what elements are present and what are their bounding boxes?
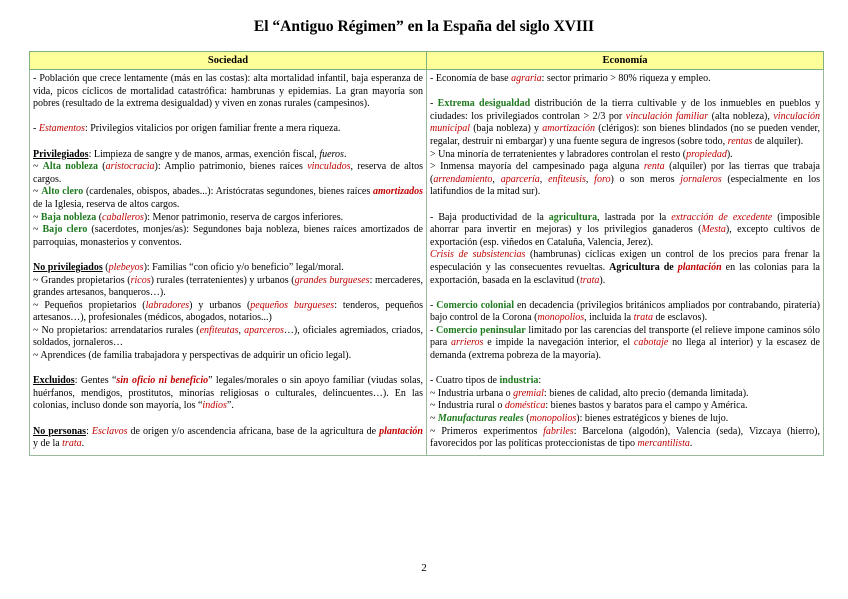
text-run: Baja nobleza [40, 211, 97, 223]
text-run: trata [579, 274, 600, 286]
text-run: foro [594, 173, 611, 185]
text-run: Cuatro tipos de [435, 375, 500, 387]
page-title: El “Antiguo Régimen” en la España del siglo XVIII [253, 18, 595, 35]
text-run: : Limpieza de sangre y de manos, armas, exención fiscal, [88, 148, 320, 160]
text-run: No propietarios [41, 324, 105, 336]
text-run: ~ [33, 274, 41, 286]
text-run: : Gentes “ [74, 375, 117, 387]
text-run: , [539, 173, 549, 185]
text-run: escasez de demanda [430, 337, 820, 362]
economia-desigualdad [430, 98, 820, 199]
text-run: ricos [130, 274, 151, 286]
text-run: carencias del transporte [594, 324, 689, 336]
text-run: ), excepto [725, 224, 774, 236]
text-run: ) y urbanos ( [189, 299, 251, 311]
text-run: > 2/3 [583, 110, 606, 122]
text-run: industria [499, 375, 539, 387]
text-run: Aprendices [40, 350, 86, 362]
text-run: > Inmensa mayoría del campesinado paga alguna [430, 161, 644, 173]
text-run: ( [124, 274, 131, 286]
text-run: ). [726, 148, 733, 160]
text-run: jornaleros [680, 173, 722, 185]
text-run: sin oficio ni beneficio [116, 375, 209, 387]
text-run: (esp. viñedos en Cataluña, Valencia, Jerez). [477, 236, 654, 248]
text-run: de mortalidad catastrófica: [112, 85, 232, 97]
text-run: origen familiar [191, 123, 251, 135]
text-run: gremial [513, 387, 544, 399]
sociedad-poblacion [33, 73, 423, 111]
text-run: : bienes bastos y baratos para el campo y América. [545, 400, 748, 412]
text-run: ~ [33, 161, 43, 173]
text-run: de origen y/o ascendencia africana, base de la agricultura de [127, 425, 380, 437]
page-number: 2 [421, 562, 427, 574]
text-run: …), oficiales agremiados, criados, soldados, jornaleros… [33, 324, 423, 349]
text-run: trata [633, 312, 654, 324]
text-run: Grandes propietarios [41, 274, 125, 286]
text-run: renta [643, 161, 665, 173]
text-run: Extrema desigualdad [437, 98, 531, 110]
text-run: riqueza y empleo. [636, 73, 711, 84]
text-run: No personas [33, 425, 87, 437]
text-run: (de familia trabajadora y perspectivas de adquirir un oficio legal). [85, 350, 352, 362]
sociedad-estamentos [33, 123, 423, 136]
text-run: Bajo clero [42, 224, 88, 236]
text-run: ~ [33, 299, 45, 311]
text-run: : [86, 425, 92, 437]
text-run: ~ [430, 413, 438, 425]
text-run: enfiteutas [199, 324, 239, 336]
column-header-sociedad: Sociedad [30, 52, 427, 70]
text-run: , [492, 173, 501, 185]
text-run: crece lentamente [99, 73, 168, 84]
text-run: Privilegiados [33, 148, 89, 160]
text-run: - [430, 98, 438, 110]
text-run: : tenderos, pequeños artesanos…), [33, 299, 423, 324]
text-run: Agricultura de plantación [609, 261, 722, 273]
text-run: ~ [33, 224, 43, 236]
text-run: blindados [688, 123, 728, 135]
text-run: Manufacturas reales [437, 413, 524, 425]
text-run: ): Familias “con oficio y/o beneficio” legal/moral. [143, 261, 344, 273]
text-run: Mesta [701, 224, 726, 236]
text-run: hambrunas [231, 85, 275, 97]
text-run: . [343, 148, 347, 160]
text-run: (especialmente en los latifundios de la mitad sur). [430, 173, 821, 198]
text-run: : [538, 375, 542, 387]
text-run: ): Menor patrimonio, reserva de cargos inferiores. [143, 211, 344, 223]
text-run: distribución de la tierra cultivable y de los inmuebles en pueblos y ciudades: los privilegiados controlan [430, 98, 820, 122]
text-run: (campesinos). [311, 98, 370, 110]
text-run: de alquiler). [752, 135, 804, 147]
text-run: , [238, 324, 245, 336]
text-run: vinculación municipal [430, 110, 821, 135]
text-run: ) o son meros [610, 173, 681, 185]
text-run: Comercio peninsular [436, 324, 526, 336]
text-run: amortizados [360, 224, 410, 236]
text-run: fabriles [543, 425, 574, 437]
text-run: labradores [145, 299, 190, 311]
text-run: (sacerdotes, monjes/as): Segundones baja nobleza, bienes raíces [87, 224, 361, 236]
text-run: vinculados [307, 161, 351, 173]
text-run: cíclicos [82, 85, 113, 97]
text-run: amortización [542, 123, 596, 135]
text-run: indios [202, 400, 227, 412]
text-run: ( [96, 211, 103, 223]
text-run: > 80% [610, 73, 637, 84]
text-run: ). [599, 274, 606, 286]
text-run: ( [136, 299, 146, 311]
text-run: monopolios [537, 312, 585, 324]
text-run: , lastrada por la [597, 211, 672, 223]
text-run: ~ [33, 211, 41, 223]
text-run: grandes burgueses [294, 274, 370, 286]
text-run: No privilegiados [33, 261, 103, 273]
text-run: ( [102, 261, 109, 273]
text-run: (más en las costas): alta mortalidad infantil, baja esperanza de vida, picos [33, 73, 423, 97]
text-run: . La gran mayoría son [328, 85, 423, 97]
text-run: trata [62, 438, 82, 450]
text-run: Alta nobleza [42, 161, 99, 173]
text-run: de la Iglesia, reserva de altos cargos. [33, 198, 180, 210]
text-run: doméstica [504, 400, 546, 412]
text-run: aristocracia [105, 161, 155, 173]
text-run: monopolios [529, 413, 577, 425]
text-run: : sector primario [541, 73, 611, 84]
economia-base-agraria [430, 73, 820, 86]
text-run: epidemias [288, 85, 329, 97]
economia-cell [427, 70, 824, 456]
text-run: (cardenales, obispos, abades...): Aristócratas segundones, bienes raíces [83, 186, 373, 198]
text-run: - [430, 324, 436, 336]
sociedad-excluidos [33, 375, 423, 413]
text-run: : Privilegios vitalicios por [84, 123, 192, 135]
text-run: - [430, 211, 439, 223]
text-run: : mercaderes, grandes artesanos, banqueros…). [33, 274, 423, 299]
text-run: agricultura [548, 211, 598, 223]
text-run: propiedad [686, 148, 727, 160]
text-run: pobres [33, 98, 60, 110]
text-run: - [430, 299, 437, 311]
text-run: (el relieve impone caminos sólo para [430, 324, 820, 349]
text-run: en las colonias para la exportación, basada en la [430, 261, 820, 286]
text-run: fueros [319, 148, 344, 160]
text-run: Pequeños propietarios [44, 299, 137, 311]
text-run: Crisis de subsistencias [430, 249, 526, 261]
economia-industria [430, 375, 820, 451]
text-run: ”. [226, 400, 234, 412]
text-run: : arrendatarios rurales ( [104, 324, 200, 336]
text-run: ~ [33, 350, 41, 362]
text-run: (baja nobleza) y [470, 123, 543, 135]
text-run: vinculación familiar [625, 110, 709, 122]
text-run: , [585, 173, 595, 185]
text-run: extrema desigualdad [126, 98, 209, 110]
text-run: enfiteusis [548, 173, 586, 185]
text-run: aparcería [500, 173, 540, 185]
text-run: (imposible ahorrar para invertir en mejoras) y los privilegios ganaderos ( [430, 211, 820, 236]
text-run: ) rurales (terratenientes) y urbanos ( [150, 274, 295, 286]
text-run: (sobre todo, [674, 135, 728, 147]
text-run: profesionales [88, 312, 142, 324]
text-run: . [689, 438, 693, 450]
text-run: de parroquias, monasterios y conventos. [33, 224, 423, 248]
text-run: ~ Industria urbana o [430, 387, 514, 399]
text-run: ~ [33, 186, 42, 198]
text-run: Alto clero [41, 186, 84, 198]
text-run: Excluidos [33, 375, 75, 387]
text-run: caballeros [102, 211, 144, 223]
sociedad-no-personas [33, 426, 423, 451]
content-table [29, 51, 824, 456]
text-run: e impide la navegación interior, el [483, 337, 634, 349]
text-run: (alta nobleza), [708, 110, 774, 122]
text-run: ~ [33, 324, 42, 336]
text-run: pequeños burgueses [250, 299, 335, 311]
text-run: amortizados [373, 186, 424, 198]
text-run: ): bienes estratégicos y bienes de lujo. [576, 413, 729, 425]
text-run: plebeyos [108, 261, 144, 273]
economia-productividad [430, 212, 820, 288]
text-run: ( [574, 274, 580, 286]
economia-comercio [430, 300, 820, 363]
text-run: en decadencia (privilegios británicos ampliados por contrabando, piratería) bajo control de la Corona ( [430, 299, 820, 324]
text-run: ( [523, 413, 530, 425]
text-run: y de la [33, 438, 63, 450]
text-run: - Economía de base [430, 73, 512, 84]
text-run: - [430, 375, 436, 387]
text-run: por [605, 110, 626, 122]
text-run: ) y viven en zonas [208, 98, 285, 110]
text-run: ( [98, 161, 106, 173]
text-run: (alquiler) por las tierras que trabaja ( [430, 161, 820, 185]
text-run: (resultado de la [59, 98, 127, 110]
text-run: frente a mera riqueza. [250, 123, 341, 135]
text-run: ~ Primeros experimentos [430, 425, 544, 437]
text-run: aparceros [244, 324, 284, 336]
text-run: ~ Industria rural o [430, 400, 505, 412]
text-run: . [81, 438, 85, 450]
text-run: que [79, 73, 100, 84]
text-run: : Barcelona (algodón), Valencia (seda), Vizcaya (hierro), favorecidos por las políticas proteccionistas de tipo [430, 425, 821, 450]
text-run: y [274, 85, 289, 97]
text-run: : bienes de calidad, alto precio (demanda limitada). [543, 387, 749, 399]
text-run: cabotaje [633, 337, 669, 349]
text-run: extracción de excedente [671, 211, 773, 223]
text-run: (hambrunas) cíclicas exigen un [525, 249, 666, 261]
text-run: ): Amplio patrimonio, bienes raíces [154, 161, 308, 173]
text-run: arrieros [451, 337, 484, 349]
text-run: de la [517, 211, 549, 223]
text-run: cultivos de exportación [430, 224, 820, 248]
text-run: (extrema pobreza de la mayoría). [466, 350, 602, 362]
text-run: Estamentos [38, 123, 85, 135]
text-run: control de los precios [665, 249, 758, 261]
text-run: Baja productividad [438, 211, 518, 223]
text-run: Esclavos [91, 425, 128, 437]
text-run: (no se pueden vender, regalar, destruir ni embargar) y una fuente segura de [430, 123, 820, 147]
text-run: arrendamiento [433, 173, 493, 185]
text-run: no llega al interior) y la [668, 337, 777, 349]
text-run: , reserva de altos cargos. [33, 161, 423, 185]
text-run: (clérigos): son bienes [595, 123, 689, 135]
text-run: , incluida la [584, 312, 634, 324]
text-run: ” legales/morales o sin apoyo familiar (viudas solas, huérfanos, mendigos, prostitutos, minorías religiosas o culturales, delincuentes…). En las colonias, incluso donde son mayoría, los “ [33, 375, 423, 412]
sociedad-no-privilegiados [33, 262, 423, 363]
text-run: plantación [379, 425, 423, 437]
column-header-economia: Economía [427, 52, 824, 70]
text-run: Población [39, 73, 80, 84]
text-run: ingresos [641, 135, 675, 147]
sociedad-cell [30, 70, 427, 456]
text-run: (médicos, abogados, notarios...) [141, 312, 272, 324]
text-run: - [33, 123, 39, 135]
text-run: Comercio colonial [436, 299, 515, 311]
text-run: esclavitud [533, 274, 575, 286]
sociedad-privilegiados [33, 149, 423, 250]
text-run: > Una minoría de terratenientes y labradores controlan el resto ( [430, 148, 687, 160]
text-run: rurales [284, 98, 312, 110]
text-run: agraria [511, 73, 542, 84]
text-run: rentas [727, 135, 753, 147]
text-run: para frenar la especulación y las consecuentes revueltas. [430, 249, 820, 273]
text-run: mercantilista [637, 438, 690, 450]
text-run: - [33, 73, 40, 84]
text-run: limitado por las [525, 324, 595, 336]
text-run: de esclavos). [653, 312, 708, 324]
